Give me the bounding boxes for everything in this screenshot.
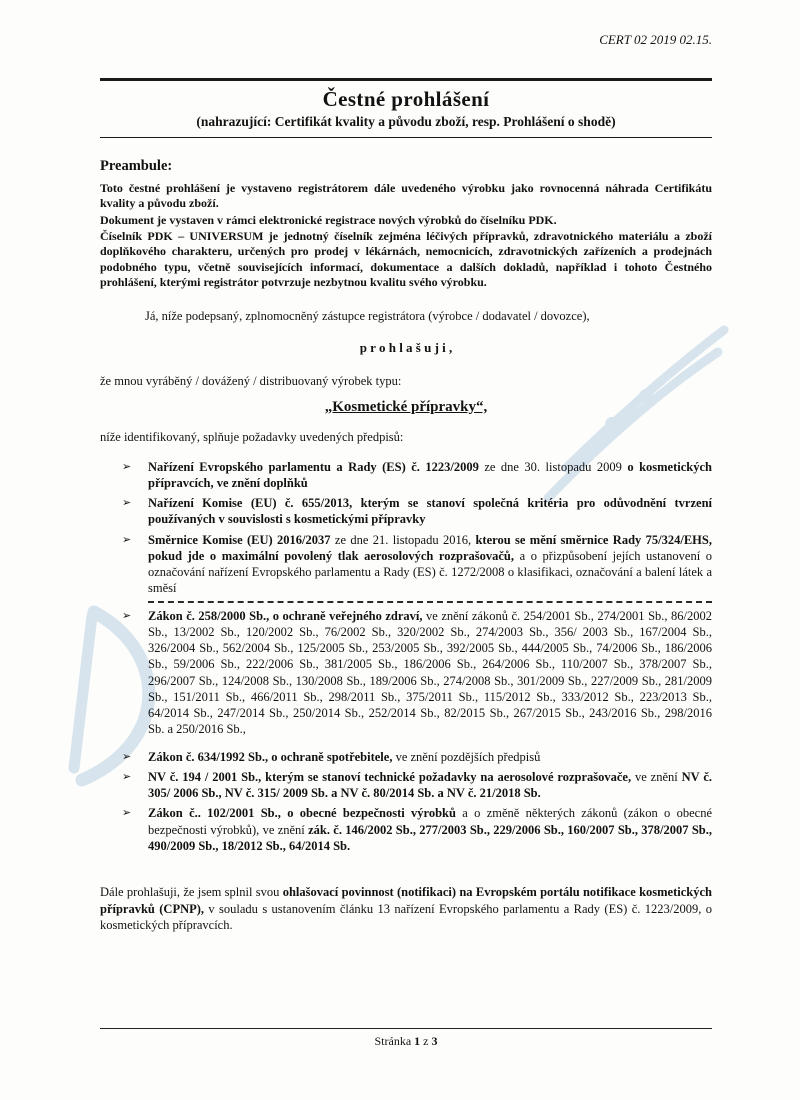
arrow-bullet-icon: ➢: [122, 770, 132, 783]
text-segment: NV č. 305/ 2006 Sb., NV č. 315/ 2009 Sb. a NV č. 80/2014 Sb. a NV č. 21/2018 Sb.: [148, 769, 712, 801]
doc-ref: CERT 02 2019 02.15.: [599, 32, 712, 47]
text-segment: v souladu s ustanovením článku 13 nařízení Evropského parlamentu a Rady (ES) č. 1223/2009, o kosmetických přípravcích.: [100, 901, 712, 933]
product-name: „Kosmetické přípravky“,: [324, 398, 488, 415]
text-segment: Zákon č. 634/1992 Sb., o ochraně spotřebitele,: [148, 749, 396, 764]
document-title: Čestné prohlášení: [322, 87, 490, 111]
footer-label: Stránka: [374, 1034, 415, 1048]
arrow-bullet-icon: ➢: [122, 609, 132, 622]
preamble-heading: Preambule:: [100, 158, 173, 174]
text-segment: Dále prohlašuji, že jsem splnil svou: [100, 885, 283, 900]
text-segment: zák. č. 146/2002 Sb., 277/2003 Sb., 229/2006 Sb., 160/2007 Sb., 378/2007 Sb., 490/2009 Sb., 18/2012 Sb., 64/2014 Sb.: [148, 822, 712, 853]
page-footer: [100, 1028, 712, 1049]
preamble-paragraph: Číselník PDK – UNIVERSUM je jednotný číselník zejména léčivých přípravků, zdravotnického materiálu a zboží doplňkového charakteru, určených pro prodej v lékárnách, nemocnicích, zdravotnických zařízeních a prodejnách podobného typu, včetně souvisejících informací, dokumentace a dalších dokladů, například i tohoto Čestného prohlášení, kterými registrátor potvrzuje nezbytnou kvalitu svého výrobku.: [100, 229, 712, 290]
declaration-intro: Já, níže podepsaný, zplnomocněný zástupce registrátora (výrobce / dodavatel / dovozce),: [145, 308, 590, 323]
text-segment: ohlašovací povinnost (notifikaci) na Evropském portálu notifikace kosmetických přípravků (CPNP),: [100, 885, 712, 916]
document-subtitle: (nahrazující: Certifikát kvality a původu zboží, resp. Prohlášení o shodě): [196, 114, 616, 129]
preamble-block: [100, 181, 712, 291]
closing-paragraph: [100, 884, 712, 934]
text-segment: Zákon č.. 102/2001 Sb., o obecné bezpečnosti výrobků: [148, 806, 463, 821]
text-segment: a o přizpůsobení jejích ustanovení o označování nařízení Evropského parlamentu a Rady (ES) č. 1272/2008 o klasifikaci, označování a balení látek a směsí: [148, 548, 712, 596]
document-content: [100, 0, 712, 934]
text-segment: Nařízení Komise (EU) č. 655/2013, kterým se stanoví společná kritéria pro odůvodnění tvrzení používaných v souvislosti s kosmetickými přípravky: [148, 496, 712, 527]
list-item: [122, 495, 712, 528]
arrow-bullet-icon: ➢: [122, 497, 132, 510]
text-segment: a o změně některých zákonů (zákon o obecné bezpečnosti výrobků), ve znění: [148, 806, 712, 837]
text-segment: ve znění pozdějších předpisů: [395, 749, 541, 764]
page-number: 1: [414, 1034, 421, 1048]
list-item: [122, 532, 712, 597]
text-segment: o kosmetických přípravcích, ve znění doplňků: [148, 459, 712, 490]
list-item: [122, 805, 712, 854]
footer-of: z: [420, 1034, 432, 1048]
text-segment: ve znění: [634, 769, 682, 784]
text-segment: ze dne 21. listopadu 2016,: [334, 532, 476, 547]
regulations-list: [100, 459, 712, 855]
preamble-paragraph: Toto čestné prohlášení je vystaveno registrátorem dále uvedeného výrobku jako rovnocenná náhrada Certifikátu kvality a původu zboží.: [100, 181, 712, 211]
declaration-verb: p r o h l a š u j i ,: [359, 339, 453, 355]
product-type-line: že mnou vyráběný / dovážený / distribuovaný výrobek typu:: [100, 373, 402, 388]
text-segment: Zákon č. 258/2000 Sb., o ochraně veřejného zdraví,: [148, 608, 427, 623]
arrow-bullet-icon: ➢: [122, 750, 132, 763]
header-rule-bottom: [100, 137, 712, 138]
text-segment: Nařízení Evropského parlamentu a Rady (ES) č. 1223/2009: [148, 459, 485, 474]
arrow-bullet-icon: ➢: [122, 533, 132, 546]
arrow-bullet-icon: ➢: [122, 460, 132, 473]
list-item: [122, 459, 712, 492]
dashed-divider: [148, 601, 712, 603]
list-item: [122, 749, 712, 765]
list-item: [122, 608, 712, 738]
text-segment: ve znění zákonů č. 254/2001 Sb., 274/2001 Sb., 86/2002 Sb., 13/2002 Sb., 120/2002 Sb., 76/2002 Sb., 320/2002 Sb., 274/2003 Sb., 356/ 2003 Sb., 167/2004 Sb., 326/2004 Sb., 562/2004 Sb., 125/2005 Sb., 253/2005 Sb., 392/2005 Sb., 444/2005 Sb., 74/2006 Sb., 186/2006 Sb., 59/2006 Sb., 222/2006 Sb., 381/2005 Sb., 186/2006 Sb., 264/2006 Sb., 110/2007 Sb., 378/2007 Sb., 296/2007 Sb., 124/2008 Sb., 130/2008 Sb., 189/2006 Sb., 274/2008 Sb., 301/2009 Sb., 227/2009 Sb., 281/2009 Sb., 151/2011 Sb., 466/2011 Sb., 298/2011 Sb., 375/2011 Sb., 115/2012 Sb., 333/2012 Sb., 223/2013 Sb., 64/2014 Sb., 247/2014 Sb., 250/2014 Sb., 252/2014 Sb., 82/2015 Sb., 267/2015 Sb., 243/2016 Sb., 298/2016 Sb. a 250/2016 Sb.,: [148, 608, 712, 737]
preamble-paragraph: Dokument je vystaven v rámci elektronické registrace nových výrobků do číselníku PDK.: [100, 212, 557, 227]
arrow-bullet-icon: ➢: [122, 807, 132, 820]
page-total: 3: [431, 1034, 438, 1048]
text-segment: Směrnice Komise (EU) 2016/2037: [148, 532, 335, 547]
text-segment: NV č. 194 / 2001 Sb., kterým se stanoví technické požadavky na aerosolové rozprašovače,: [148, 769, 635, 784]
header-rule-top: [100, 78, 712, 81]
text-segment: ze dne 30. listopadu 2009: [484, 459, 628, 474]
list-item: [122, 769, 712, 802]
text-segment: kterou se mění směrnice Rady 75/324/EHS, pokud jde o maximální povolený tlak aerosolových rozprašovačů,: [148, 532, 712, 563]
compliance-line: níže identifikovaný, splňuje požadavky uvedených předpisů:: [100, 429, 404, 444]
